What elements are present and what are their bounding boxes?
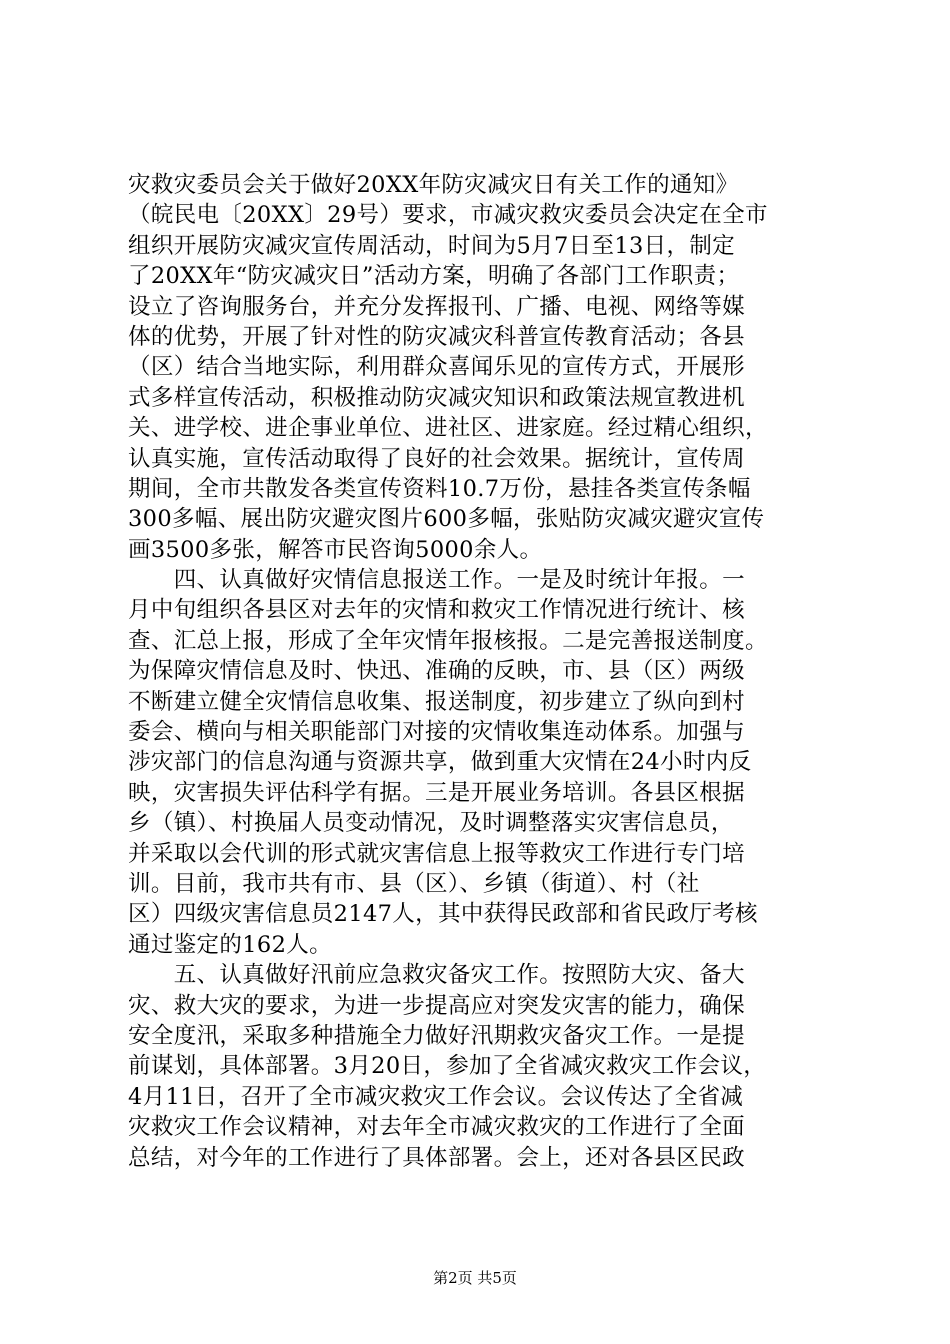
text-line: 画3500多张，解答市民咨询5000余人。 — [128, 536, 543, 563]
text-line: 涉灾部门的信息沟通与资源共享，做到重大灾情在24小时内反 — [128, 749, 752, 776]
page-footer: 第2页 共5页 — [433, 1269, 517, 1287]
text-line: 4月11日，召开了全市减灾救灾工作会议。会议传达了全省减 — [128, 1083, 744, 1110]
text-line: 并采取以会代训的形式就灾害信息上报等救灾工作进行专门培 — [128, 840, 745, 867]
text-line: 委会、横向与相关职能部门对接的灾情收集连动体系。加强与 — [128, 719, 745, 746]
text-line: 300多幅、展出防灾避灾图片600多幅，张贴防灾减灾避灾宣传 — [128, 506, 765, 533]
text-line: 通过鉴定的162人。 — [128, 931, 332, 958]
text-line: 认真实施，宣传活动取得了良好的社会效果。据统计，宣传周 — [128, 445, 745, 472]
text-line: 月中旬组织各县区对去年的灾情和救灾工作情况进行统计、核 — [128, 597, 745, 624]
text-line: （区）结合当地实际，利用群众喜闻乐见的宣传方式，开展形 — [128, 354, 745, 381]
text-line: 前谋划，具体部署。3月20日，参加了全省减灾救灾工作会议， — [128, 1053, 767, 1080]
text-line: 灾救灾工作会议精神，对去年全市减灾救灾的工作进行了全面 — [128, 1114, 745, 1141]
text-line: 期间，全市共散发各类宣传资料10.7万份，悬挂各类宣传条幅 — [128, 475, 751, 502]
text-line: 设立了咨询服务台，并充分发挥报刊、广播、电视、网络等媒 — [128, 293, 745, 320]
text-line: 五、认真做好汛前应急救灾备灾工作。按照防大灾、备大 — [128, 962, 745, 989]
text-line: 灾、救大灾的要求，为进一步提高应对突发灾害的能力，确保 — [128, 992, 745, 1019]
text-line: 了20XX年“防灾减灾日”活动方案，明确了各部门工作职责； — [128, 263, 740, 290]
text-line: 组织开展防灾减灾宣传周活动，时间为5月7日至13日，制定 — [128, 232, 736, 259]
text-line: 训。目前，我市共有市、县（区）、乡镇（街道）、村（社 — [128, 870, 700, 897]
text-line: 为保障灾情信息及时、快迅、准确的反映，市、县（区）两级 — [128, 658, 745, 685]
text-line: 不断建立健全灾情信息收集、报送制度，初步建立了纵向到村 — [128, 688, 745, 715]
text-line: 关、进学校、进企事业单位、进社区、进家庭。经过精心组织， — [128, 415, 768, 442]
text-line: 灾救灾委员会关于做好20XX年防灾减灾日有关工作的通知》 — [128, 172, 739, 198]
text-line: 四、认真做好灾情信息报送工作。一是及时统计年报。一 — [128, 567, 745, 594]
text-line: 映，灾害损失评估科学有据。三是开展业务培训。各县区根据 — [128, 779, 745, 806]
text-line: 式多样宣传活动，积极推动防灾减灾知识和政策法规宣教进机 — [128, 384, 745, 411]
text-line: 体的优势，开展了针对性的防灾减灾科普宣传教育活动；各县 — [128, 323, 745, 350]
text-line: 区）四级灾害信息员2147人，其中获得民政部和省民政厅考核 — [128, 901, 758, 928]
document-body — [128, 170, 828, 1173]
text-line: 安全度汛，采取多种措施全力做好汛期救灾备灾工作。一是提 — [128, 1022, 745, 1049]
text-line: 总结，对今年的工作进行了具体部署。会上，还对各县区民政 — [128, 1144, 745, 1171]
text-line: 乡（镇）、村换届人员变动情况，及时调整落实灾害信息员， — [128, 810, 734, 837]
text-line: （皖民电〔20XX〕29号）要求，市减灾救灾委员会决定在全市 — [128, 202, 768, 229]
text-line: 查、汇总上报，形成了全年灾情年报核报。二是完善报送制度。 — [128, 627, 768, 654]
